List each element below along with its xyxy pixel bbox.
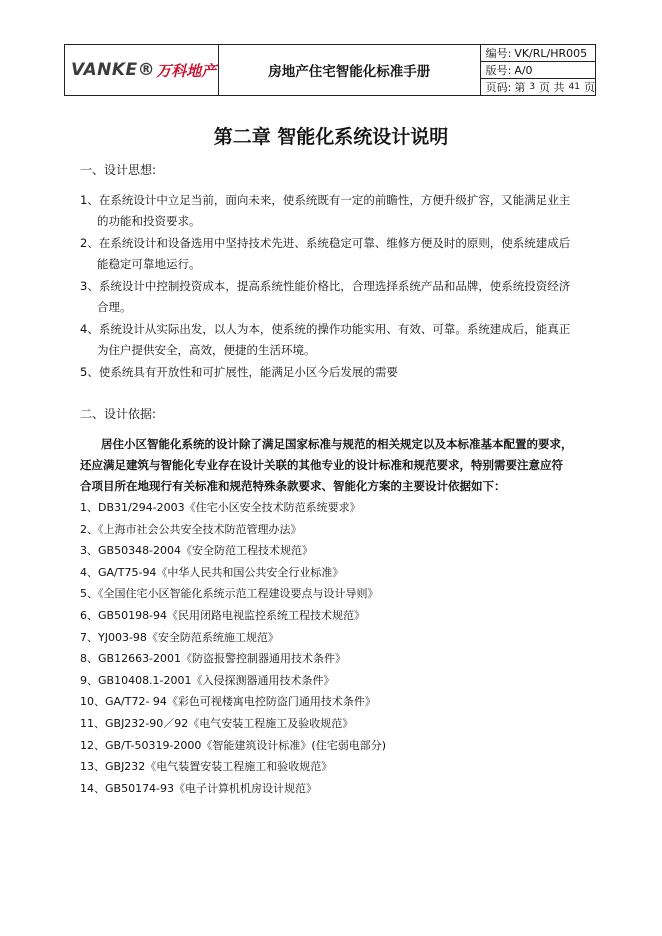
reference-item: 13、GBJ232《电气装置安装工程施工和验收规范》 — [80, 760, 333, 773]
chapter-title: 第二章 智能化系统设计说明 — [213, 126, 449, 148]
page-label: 页码: — [485, 81, 512, 94]
basis-paragraph-line-3: 合项目所在地现行有关标准和规范特殊条款要求、智能化方案的主要设计依据如下： — [80, 479, 506, 493]
design-item-1-cont: 的功能和投资要求。 — [97, 214, 201, 228]
design-item-4-cont: 为住户提供安全，高效，便捷的生活环境。 — [97, 343, 316, 357]
version-row — [481, 62, 595, 79]
page-row — [481, 79, 595, 95]
reference-item: 3、GB50348-2004《安全防范工程技术规范》 — [80, 544, 314, 557]
reference-item: 1、DB31/294-2003《住宅小区安全技术防范系统要求》 — [80, 501, 361, 514]
version-value: A/0 — [514, 63, 533, 77]
reference-item: 11、GBJ232-90／92《电气安装工程施工及验收规范》 — [80, 717, 354, 730]
design-item-2-cont: 能稳定可靠地运行。 — [97, 257, 201, 271]
manual-title: 房地产住宅智能化标准手册 — [219, 45, 481, 95]
reference-item: 5、《全国住宅小区智能化系统示范工程建设要点与设计导则》 — [80, 587, 379, 600]
page-prefix: 第 — [514, 81, 526, 94]
logo-english: VANKE® — [71, 60, 156, 80]
page-total: 41 — [568, 82, 580, 92]
design-item-2: 2、在系统设计和设备选用中坚持技术先进、系统稳定可靠、维修方便及时的原则，使系统建成后 — [80, 236, 571, 250]
reference-item: 12、GB/T-50319-2000《智能建筑设计标准》(住宅弱电部分) — [80, 739, 386, 752]
design-item-3-cont: 合理。 — [97, 300, 132, 314]
document-header — [64, 44, 596, 96]
reference-item: 7、YJ003-98《安全防范系统施工规范》 — [80, 631, 279, 644]
code-label: 编号: — [485, 47, 512, 60]
page-suffix: 页 — [584, 81, 595, 94]
reference-item: 2、《上海市社会公共安全技术防范管理办法》 — [80, 523, 302, 536]
code-value: VK/RL/HR005 — [514, 46, 588, 60]
section-heading-design-idea: 一、设计思想: — [80, 163, 157, 177]
design-item-4: 4、系统设计从实际出发，以人为本，使系统的操作功能实用、有效、可靠。系统建成后，能真正 — [80, 322, 571, 336]
reference-item: 4、GA/T75-94《中华人民共和国公共安全行业标准》 — [80, 566, 344, 579]
design-item-5: 5、使系统具有开放性和可扩展性，能满足小区今后发展的需要 — [80, 365, 398, 379]
reference-item: 10、GA/T72- 94《彩色可视楼寓电控防盗门通用技术条件》 — [80, 695, 376, 708]
basis-paragraph-line-1: 居住小区智能化系统的设计除了满足国家标准与规范的相关规定以及本标准基本配置的要求， — [101, 437, 573, 451]
reference-item: 9、GB10408.1-2001《入侵探测器通用技术条件》 — [80, 674, 335, 687]
reference-item: 8、GB12663-2001《防盗报警控制器通用技术条件》 — [80, 652, 347, 665]
version-label: 版号: — [485, 64, 512, 77]
page-mid: 页 共 — [539, 81, 565, 94]
reference-item: 14、GB50174-93《电子计算机机房设计规范》 — [80, 782, 318, 795]
basis-paragraph-line-2: 还应满足建筑与智能化专业存在设计关联的其他专业的设计标准和规范要求，特别需要注意应符 — [80, 458, 563, 472]
document-meta — [481, 45, 595, 95]
reference-item: 6、GB50198-94《民用闭路电视监控系统工程技术规范》 — [80, 609, 366, 622]
design-item-1: 1、在系统设计中立足当前，面向未来，使系统既有一定的前瞻性，方便升级扩容，又能满足业主 — [80, 193, 571, 207]
section-heading-design-basis: 二、设计依据: — [80, 407, 157, 421]
logo-chinese: 万科地产 — [156, 61, 217, 80]
page-current: 3 — [529, 82, 536, 92]
design-item-3: 3、系统设计中控制投资成本，提高系统性能价格比，合理选择系统产品和品牌，使系统投资经济 — [80, 279, 571, 293]
code-row — [481, 45, 595, 62]
vanke-logo — [65, 45, 219, 95]
